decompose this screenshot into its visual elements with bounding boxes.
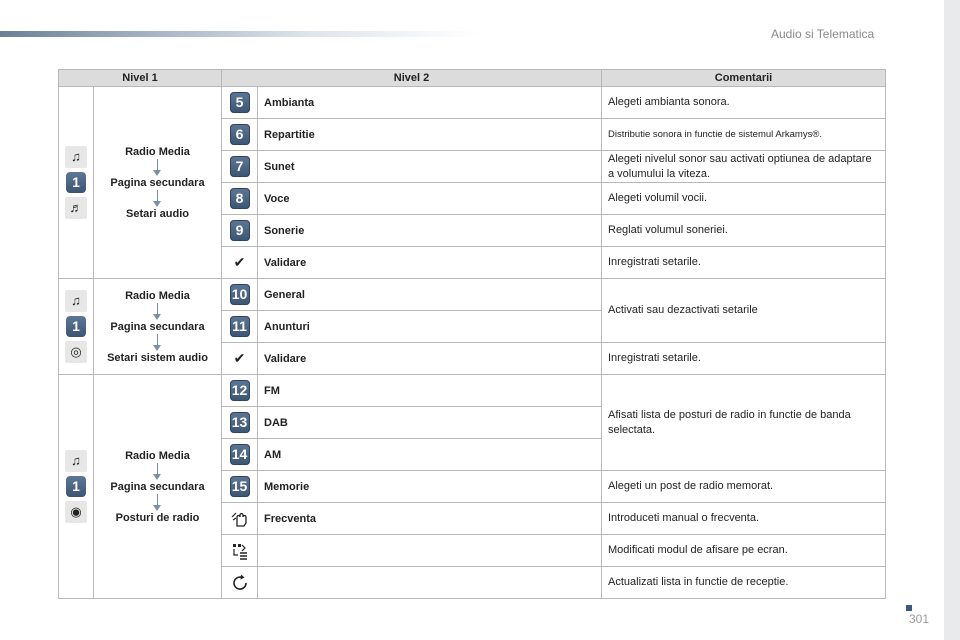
arrow-down-icon (157, 463, 158, 475)
path-step: Radio Media (125, 145, 190, 158)
music-note-icon: ♫ (65, 450, 87, 472)
group-icons (59, 279, 94, 375)
number-badge: 14 (230, 444, 250, 465)
sound-system-icon: ◎ (65, 341, 87, 363)
number-badge: 6 (230, 124, 250, 145)
group-icons (59, 375, 94, 599)
path-step: Radio Media (125, 289, 190, 302)
comment: Modificati modul de afisare pe ecran. (602, 535, 886, 567)
path-step: Radio Media (125, 449, 190, 462)
nivel-2-label: Memorie (258, 471, 602, 503)
display-mode-icon (222, 535, 258, 567)
table-row (59, 279, 886, 311)
nivel-1-path (94, 375, 222, 599)
comment: Alegeti ambianta sonora. (602, 87, 886, 119)
page-number: 301 (909, 612, 930, 626)
table-header-row (59, 70, 886, 87)
nivel-2-label: General (258, 279, 602, 311)
comment: Distributie sonora in functie de sistemul Arkamys®. (602, 119, 886, 151)
nivel-2-label: Repartitie (258, 119, 602, 151)
arrow-down-icon (157, 159, 158, 171)
nivel-2-label (258, 535, 602, 567)
path-step: Setari audio (126, 207, 189, 220)
nivel-2-label: AM (258, 439, 602, 471)
number-badge: 12 (230, 380, 250, 401)
comment: Activati sau dezactivati setarile (602, 279, 886, 343)
music-note-icon: ♫ (65, 146, 87, 168)
comment: Inregistrati setarile. (602, 343, 886, 375)
table-row (59, 87, 886, 119)
nivel-2-label (258, 567, 602, 599)
header-nivel-2: Nivel 2 (222, 70, 602, 87)
menu-table (58, 69, 886, 599)
page-edge-bar (944, 0, 960, 640)
step-badge: 1 (66, 172, 86, 193)
header-nivel-1: Nivel 1 (59, 70, 222, 87)
arrow-down-icon (157, 190, 158, 202)
nivel-1-path (94, 87, 222, 279)
comment: Actualizati lista in functie de receptie. (602, 567, 886, 599)
check-icon: ✔ (233, 350, 246, 366)
arrow-down-icon (157, 494, 158, 506)
number-badge: 15 (230, 476, 250, 497)
nivel-2-label: Sonerie (258, 215, 602, 247)
arrow-down-icon (157, 303, 158, 315)
number-badge: 13 (230, 412, 250, 433)
comment: Inregistrati setarile. (602, 247, 886, 279)
nivel-2-label: Validare (258, 247, 602, 279)
number-badge: 10 (230, 284, 250, 305)
path-step: Pagina secundara (110, 480, 205, 493)
comment: Reglati volumul soneriei. (602, 215, 886, 247)
header-comentarii: Comentarii (602, 70, 886, 87)
page-marker (906, 605, 912, 611)
check-icon: ✔ (233, 254, 246, 270)
nivel-2-label: DAB (258, 407, 602, 439)
step-badge: 1 (66, 476, 86, 497)
number-badge: 11 (230, 316, 250, 337)
number-badge: 7 (230, 156, 250, 177)
step-badge: 1 (66, 316, 86, 337)
nivel-2-label: Frecventa (258, 503, 602, 535)
header-title: Audio si Telematica (771, 27, 875, 41)
header-bar (0, 31, 480, 37)
arrow-down-icon (157, 334, 158, 346)
nivel-2-label: Anunturi (258, 311, 602, 343)
path-step: Posturi de radio (115, 511, 200, 524)
comment: Afisati lista de posturi de radio in functie de banda selectata. (602, 375, 886, 471)
nivel-2-label: Voce (258, 183, 602, 215)
number-badge: 9 (230, 220, 250, 241)
comment: Alegeti volumil vocii. (602, 183, 886, 215)
number-badge: 5 (230, 92, 250, 113)
nivel-2-label: Validare (258, 343, 602, 375)
audio-settings-icon: ♬ (65, 197, 87, 219)
path-step: Pagina secundara (110, 176, 205, 189)
nivel-2-label: Ambianta (258, 87, 602, 119)
path-step: Pagina secundara (110, 320, 205, 333)
comment: Alegeti nivelul sonor sau activati optiunea de adaptare a volumului la viteza. (602, 151, 886, 183)
radio-station-icon: ◉ (65, 501, 87, 523)
nivel-2-label: FM (258, 375, 602, 407)
nivel-1-path (94, 279, 222, 375)
refresh-icon (222, 567, 258, 599)
comment: Alegeti un post de radio memorat. (602, 471, 886, 503)
group-icons (59, 87, 94, 279)
path-step: Setari sistem audio (107, 351, 208, 364)
comment: Introduceti manual o frecventa. (602, 503, 886, 535)
table-row (59, 375, 886, 407)
manual-tune-icon (222, 503, 258, 535)
nivel-2-label: Sunet (258, 151, 602, 183)
music-note-icon: ♫ (65, 290, 87, 312)
number-badge: 8 (230, 188, 250, 209)
